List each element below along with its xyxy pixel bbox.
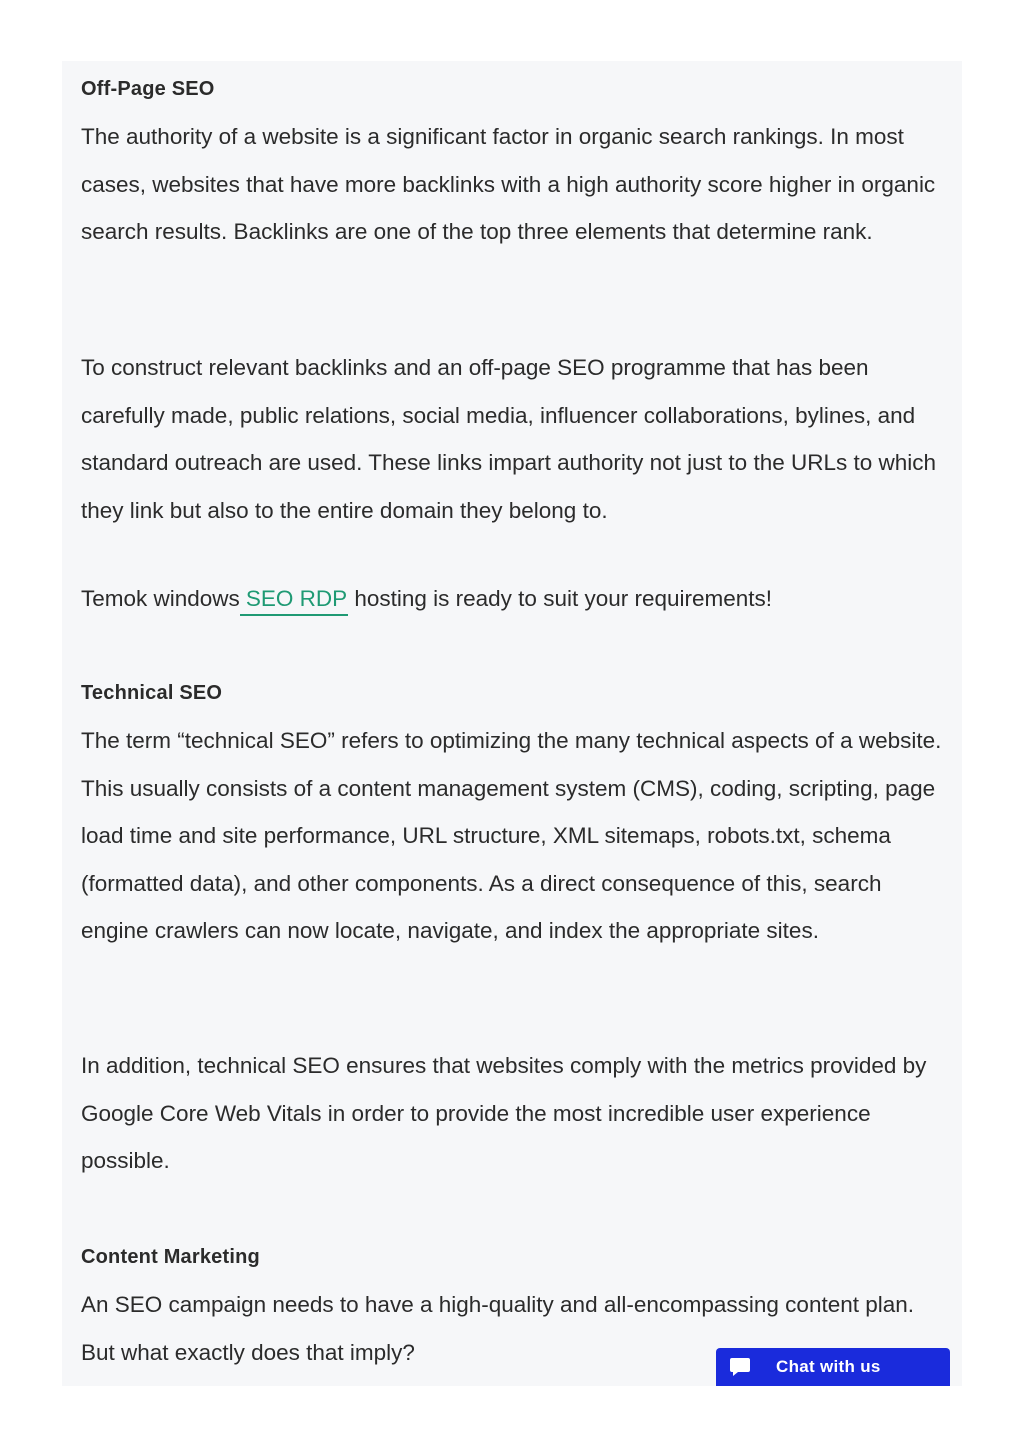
- heading-content-marketing: Content Marketing: [81, 1246, 260, 1268]
- off-page-paragraph-1: The authority of a website is a significant factor in organic search rankings. In most cases, websites that have more backlinks with a high authority score higher in organic search results. Backlinks are one of the top three elements that determine rank.: [81, 124, 936, 244]
- heading-off-page-seo: Off-Page SEO: [81, 78, 215, 100]
- seo-rdp-link[interactable]: SEO RDP: [240, 586, 348, 616]
- article-content: [62, 61, 962, 1386]
- chat-with-us-button[interactable]: [716, 1348, 950, 1386]
- heading-technical-seo: Technical SEO: [81, 682, 223, 704]
- chat-bubble-icon: [729, 1356, 751, 1378]
- technical-paragraph-2: In addition, technical SEO ensures that websites comply with the metrics provided by Google Core Web Vitals in order to provide the most incredible user experience possible.: [81, 1053, 927, 1173]
- technical-paragraph-1: The term “technical SEO” refers to optimizing the many technical aspects of a website. This usually consists of a content management system (CMS), coding, scripting, page load time and site performance, URL structure, XML sitemaps, robots.txt, schema (formatted data), and other components. As a direct consequence of this, search engine crawlers can now locate, navigate, and index the appropriate sites.: [81, 728, 942, 943]
- chat-with-us-label: Chat with us: [776, 1357, 881, 1376]
- seo-rdp-promo: [81, 575, 953, 623]
- off-page-paragraph-2: To construct relevant backlinks and an off-page SEO programme that has been carefully made, public relations, social media, influencer collaborations, bylines, and standard outreach are used. These links impart authority not just to the URLs to which they link but also to the entire domain they belong to.: [81, 355, 937, 523]
- promo-text-before: Temok windows: [81, 586, 240, 611]
- promo-text-after: hosting is ready to suit your requirements!: [348, 586, 773, 611]
- content-marketing-paragraph-1: An SEO campaign needs to have a high-quality and all-encompassing content plan. But what exactly does that imply?: [81, 1292, 915, 1365]
